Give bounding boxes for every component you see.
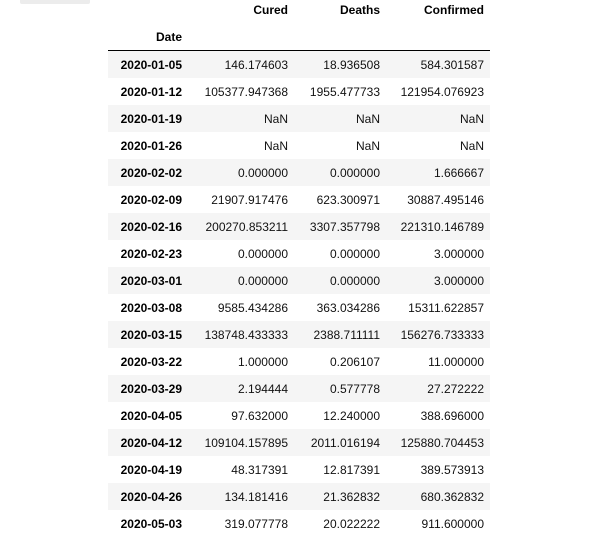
row-index-date: 2020-01-05 [108,51,188,79]
table-row [108,105,490,132]
cell-cured: 138748.433333 [188,321,294,348]
row-index-date: 2020-02-16 [108,213,188,240]
table-row [108,483,490,510]
cell-cured: NaN [188,105,294,132]
cell-deaths: 0.577778 [294,375,386,402]
cell-cured: 21907.917476 [188,186,294,213]
table-row [108,213,490,240]
table-row [108,375,490,402]
row-index-date: 2020-02-02 [108,159,188,186]
cell-deaths: NaN [294,105,386,132]
cell-cured: 319.077778 [188,510,294,537]
row-index-date: 2020-01-19 [108,105,188,132]
cell-deaths: 363.034286 [294,294,386,321]
cell-confirmed: 15311.622857 [386,294,490,321]
cell-confirmed: 3.000000 [386,240,490,267]
cell-deaths: 12.817391 [294,456,386,483]
row-index-date: 2020-03-29 [108,375,188,402]
row-index-date: 2020-04-26 [108,483,188,510]
empty-header-cell [386,23,490,51]
cell-deaths: 1955.477733 [294,78,386,105]
cell-confirmed: 911.600000 [386,510,490,537]
cell-confirmed: 156276.733333 [386,321,490,348]
cell-deaths: 2011.016194 [294,429,386,456]
cell-deaths: 3307.357798 [294,213,386,240]
cell-cured: 0.000000 [188,267,294,294]
cell-confirmed: 584.301587 [386,51,490,79]
cell-deaths: 20.022222 [294,510,386,537]
cell-deaths: NaN [294,132,386,159]
dataframe-table [108,0,490,537]
cell-cured: NaN [188,132,294,159]
table-row [108,267,490,294]
table-row [108,51,490,79]
table-row [108,132,490,159]
cell-deaths: 0.000000 [294,240,386,267]
row-index-date: 2020-01-26 [108,132,188,159]
table-row [108,159,490,186]
row-index-date: 2020-05-03 [108,510,188,537]
cell-deaths: 2388.711111 [294,321,386,348]
cell-cured: 105377.947368 [188,78,294,105]
row-index-date: 2020-03-08 [108,294,188,321]
table-row [108,294,490,321]
cell-cured: 109104.157895 [188,429,294,456]
scrolled-off-content [20,0,90,4]
row-index-date: 2020-01-12 [108,78,188,105]
cell-confirmed: 125880.704453 [386,429,490,456]
table-row [108,456,490,483]
column-header-row [108,0,490,23]
cell-confirmed: 1.666667 [386,159,490,186]
cell-cured: 134.181416 [188,483,294,510]
empty-header-cell [294,23,386,51]
cell-confirmed: NaN [386,132,490,159]
table-row [108,186,490,213]
index-name-label: Date [108,23,188,51]
cell-cured: 0.000000 [188,159,294,186]
cell-confirmed: 11.000000 [386,348,490,375]
cell-deaths: 12.240000 [294,402,386,429]
column-header-confirmed: Confirmed [386,0,490,23]
table-row [108,321,490,348]
cell-cured: 0.000000 [188,240,294,267]
index-name-row [108,23,490,51]
cell-confirmed: 27.272222 [386,375,490,402]
row-index-date: 2020-04-12 [108,429,188,456]
row-index-date: 2020-02-09 [108,186,188,213]
index-corner-cell [108,0,188,23]
cell-confirmed: NaN [386,105,490,132]
table-row [108,78,490,105]
cell-deaths: 623.300971 [294,186,386,213]
cell-deaths: 0.000000 [294,159,386,186]
cell-cured: 48.317391 [188,456,294,483]
cell-deaths: 21.362832 [294,483,386,510]
table-row [108,348,490,375]
cell-cured: 200270.853211 [188,213,294,240]
table-row [108,240,490,267]
table-row [108,510,490,537]
table-row [108,402,490,429]
cell-confirmed: 388.696000 [386,402,490,429]
cell-confirmed: 221310.146789 [386,213,490,240]
empty-header-cell [188,23,294,51]
cell-confirmed: 30887.495146 [386,186,490,213]
cell-deaths: 0.206107 [294,348,386,375]
cell-cured: 97.632000 [188,402,294,429]
cell-confirmed: 680.362832 [386,483,490,510]
cell-deaths: 0.000000 [294,267,386,294]
row-index-date: 2020-02-23 [108,240,188,267]
row-index-date: 2020-04-05 [108,402,188,429]
cell-cured: 9585.434286 [188,294,294,321]
row-index-date: 2020-03-15 [108,321,188,348]
row-index-date: 2020-04-19 [108,456,188,483]
cell-cured: 146.174603 [188,51,294,79]
cell-cured: 1.000000 [188,348,294,375]
row-index-date: 2020-03-22 [108,348,188,375]
table-row [108,429,490,456]
cell-confirmed: 3.000000 [386,267,490,294]
column-header-deaths: Deaths [294,0,386,23]
cell-confirmed: 389.573913 [386,456,490,483]
cell-cured: 2.194444 [188,375,294,402]
table-header [108,0,490,51]
table-body [108,51,490,537]
cell-confirmed: 121954.076923 [386,78,490,105]
row-index-date: 2020-03-01 [108,267,188,294]
column-header-cured: Cured [188,0,294,23]
cell-deaths: 18.936508 [294,51,386,79]
